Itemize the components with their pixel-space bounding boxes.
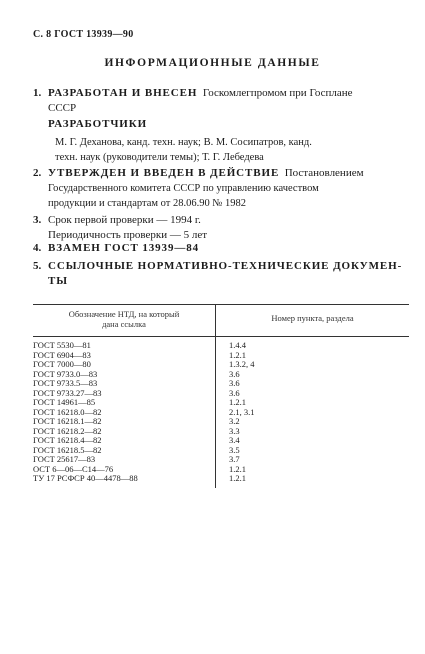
- section-text-cont: СССР: [48, 102, 77, 114]
- section-text-cont: продукции и стандартам от 28.06.90 № 1982: [48, 198, 246, 209]
- ntd-designation: ГОСТ 16218.5—82: [33, 444, 102, 455]
- section-3: [33, 213, 207, 243]
- section-text: Срок первой проверки — 1994 г.: [48, 214, 201, 226]
- table-col1-header: [33, 309, 215, 329]
- clause-number: 3.7: [229, 454, 240, 464]
- section-text-cont: Государственного комитета СССР по управлению качеством: [48, 183, 319, 194]
- section-number: 4.: [33, 242, 42, 254]
- page-header: С. 8 ГОСТ 13939—90: [33, 29, 134, 40]
- section-number: 5.: [33, 260, 42, 272]
- clause-number: 3.6: [229, 387, 240, 398]
- section-number: 3.: [33, 214, 42, 226]
- clause-number: 3.4: [229, 435, 240, 445]
- ntd-designation: ГОСТ 9733.0—83: [33, 368, 98, 379]
- section-5: [33, 259, 402, 289]
- ntd-designation: ГОСТ 6904—83: [33, 349, 91, 360]
- col1-header-line: дана ссылка: [102, 319, 146, 329]
- section-2: [33, 166, 408, 211]
- ntd-designation: ГОСТ 16218.2—82: [33, 425, 102, 436]
- page-title: ИНФОРМАЦИОННЫЕ ДАННЫЕ: [104, 57, 321, 69]
- ntd-designation: ГОСТ 7000—80: [33, 359, 91, 369]
- table-header-rule: [33, 336, 409, 337]
- clause-number: 2.1, 3.1: [229, 406, 255, 417]
- clause-number: 1.3.2, 4: [229, 359, 255, 369]
- clause-number: 1.2.1: [229, 463, 246, 474]
- developers-heading: РАЗРАБОТЧИКИ: [48, 118, 148, 130]
- section-heading: ССЫЛОЧНЫЕ НОРМАТИВНО-ТЕХНИЧЕСКИЕ ДОКУМЕН-: [48, 260, 403, 272]
- clause-number: 1.2.1: [229, 397, 246, 407]
- table-body: [33, 341, 409, 484]
- developers-line: техн. наук (руководители темы); Т. Г. Лебедева: [55, 152, 264, 163]
- section-text-cont: Периодичность проверки — 5 лет: [48, 229, 208, 241]
- section-heading: ВЗАМЕН ГОСТ 13939—84: [48, 242, 200, 254]
- ntd-designation: ГОСТ 16218.0—82: [33, 406, 102, 417]
- section-heading-cont: ТЫ: [48, 275, 68, 287]
- section-text: Госкомлегпромом при Госплане: [202, 87, 353, 99]
- ntd-designation: ГОСТ 9733.27—83: [33, 387, 102, 398]
- ntd-designation: ГОСТ 25617—83: [33, 454, 96, 464]
- clause-number: 3.6: [229, 368, 240, 379]
- ntd-designation: ТУ 17 РСФСР 40—4478—88: [33, 473, 138, 483]
- clause-number: 1.2.1: [229, 349, 246, 360]
- table-top-rule: [33, 304, 409, 305]
- clause-number: 3.2: [229, 416, 240, 426]
- section-number: 2.: [33, 167, 42, 179]
- clause-number: 1.4.4: [229, 340, 246, 350]
- developers-line: М. Г. Деханова, канд. техн. наук; В. М. Сосипатров, канд.: [55, 137, 312, 148]
- section-4: [33, 241, 199, 256]
- clause-number: 3.5: [229, 444, 240, 455]
- table-col2-header: Номер пункта, раздела: [271, 313, 354, 323]
- section-heading: УТВЕРЖДЕН И ВВЕДЕН В ДЕЙСТВИЕ: [48, 167, 280, 179]
- col1-header-line: Обозначение НТД, на который: [68, 309, 180, 319]
- section-number: 1.: [33, 87, 42, 99]
- section-1: [33, 86, 403, 116]
- ntd-designation: ГОСТ 16218.4—82: [33, 435, 102, 445]
- ntd-designation: ОСТ 6—06—С14—76: [33, 463, 114, 474]
- table-row: [33, 474, 409, 484]
- clause-number: 3.3: [229, 425, 240, 436]
- developers-list: [55, 135, 405, 165]
- ntd-designation: ГОСТ 16218.1—82: [33, 416, 102, 426]
- section-text: Постановлением: [284, 167, 364, 179]
- section-heading: РАЗРАБОТАН И ВНЕСЕН: [48, 87, 198, 99]
- clause-number: 3.6: [229, 378, 240, 388]
- ntd-designation: ГОСТ 5530—81: [33, 340, 91, 350]
- ntd-designation: ГОСТ 14961—85: [33, 397, 96, 407]
- ntd-designation: ГОСТ 9733.5—83: [33, 378, 98, 388]
- clause-number: 1.2.1: [229, 473, 246, 483]
